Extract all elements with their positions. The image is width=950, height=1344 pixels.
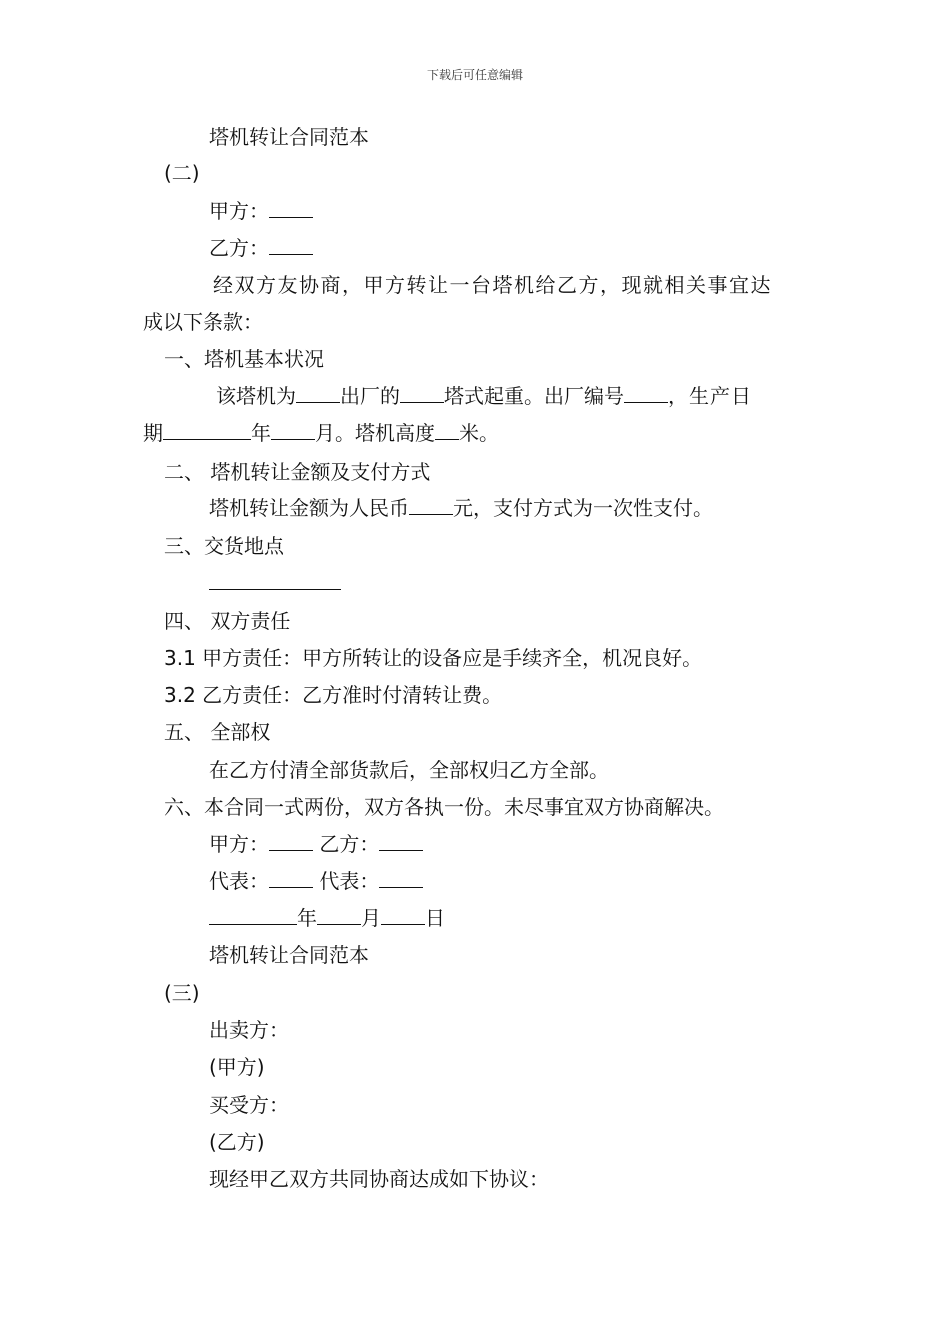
blank (271, 420, 315, 440)
clause-4-title: 四、 双方责任 (164, 609, 291, 633)
blank (379, 868, 423, 888)
blank (296, 383, 340, 403)
blank (317, 905, 361, 925)
signature-date: 年 月 日 (209, 905, 445, 931)
blank (381, 905, 425, 925)
clause-1-text: 该塔机为 出厂的 塔式起重。出厂编号 ，生产日 (216, 384, 752, 408)
blank (269, 235, 313, 255)
buyer-note: (乙方) (209, 1130, 265, 1154)
clause-5-title: 五、 全部权 (164, 720, 271, 744)
agreement-text: 现经甲乙双方共同协商达成如下协议： (209, 1167, 549, 1191)
delivery-blank (209, 570, 341, 596)
party-a-line: 甲方： (209, 198, 313, 224)
duty-party-a: 3.1 甲方责任：甲方所转让的设备应是手续齐全，机况良好。 (164, 646, 703, 670)
seller-label: 出卖方： (209, 1018, 289, 1042)
blank (409, 495, 453, 515)
clause-2-title: 二、 塔机转让金额及支付方式 (164, 460, 431, 484)
clause-1-text-cont: 期 年 月。塔机高度 米。 (143, 421, 499, 445)
page-header: 下载后可任意编辑 (426, 68, 523, 82)
clause-2-text: 塔机转让金额为人民币 元，支付方式为一次性支付。 (209, 496, 713, 520)
section-number: (二) (164, 161, 200, 185)
blank (209, 905, 297, 925)
intro-text: 经双方友协商，甲方转让一台塔机给乙方，现就相关事宜达 (213, 273, 772, 297)
seller-note: (甲方) (209, 1055, 265, 1079)
clause-3-title: 三、交货地点 (164, 534, 284, 558)
blank (624, 383, 668, 403)
blank (209, 570, 341, 590)
blank (435, 420, 459, 440)
blank (400, 383, 444, 403)
section-number-3: (三) (164, 981, 200, 1005)
contract-title: 塔机转让合同范本 (209, 125, 369, 149)
blank (269, 198, 313, 218)
clause-6-text: 六、本合同一式两份，双方各执一份。未尽事宜双方协商解决。 (164, 795, 724, 819)
blank (269, 831, 313, 851)
contract-title-3: 塔机转让合同范本 (209, 943, 369, 967)
blank (163, 420, 251, 440)
blank (379, 831, 423, 851)
buyer-label: 买受方： (209, 1093, 289, 1117)
blank (269, 868, 313, 888)
signature-parties: 甲方： 乙方： (209, 831, 423, 857)
clause-5-text: 在乙方付清全部货款后，全部权归乙方全部。 (209, 758, 609, 782)
clause-1-title: 一、塔机基本状况 (164, 347, 324, 371)
signature-representatives: 代表： 代表： (209, 868, 423, 894)
duty-party-b: 3.2 乙方责任：乙方准时付清转让费。 (164, 683, 503, 707)
party-b-line: 乙方： (209, 235, 313, 261)
intro-text-cont: 成以下条款： (143, 310, 263, 334)
